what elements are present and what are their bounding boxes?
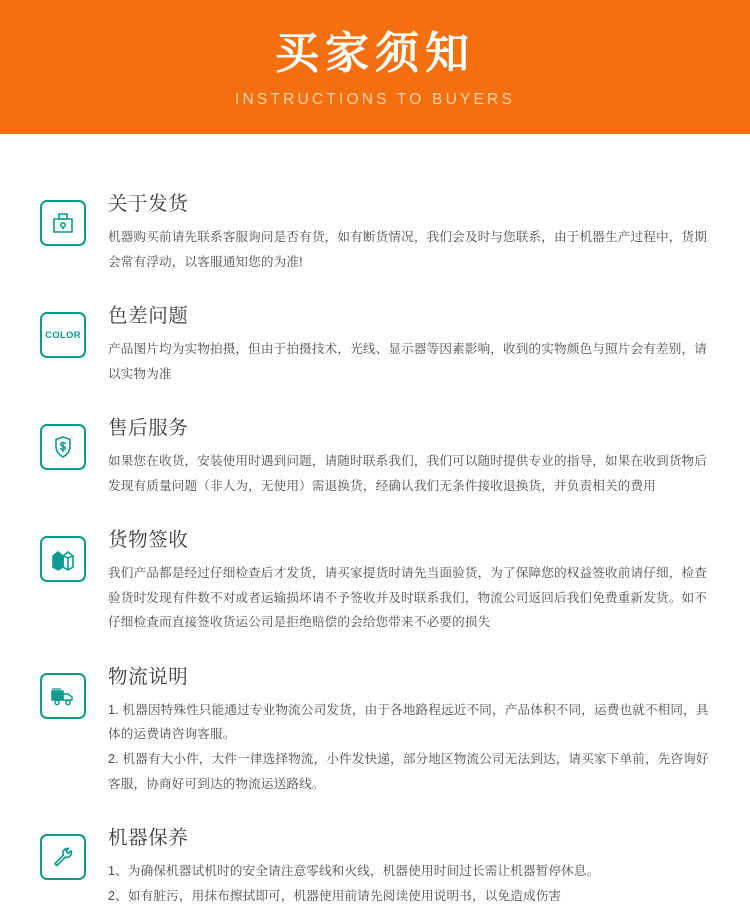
section-paragraph: 我们产品都是经过仔细检查后才发货，请买家提货时请先当面验货，为了保障您的权益签收前请仔细，检查验货时发现有件数不对或者运输损坏请不予签收并及时联系我们，物流公司返回后我们免费重新发货。如不仔细检查而直接签收货运公司是拒绝赔偿的会给您带来不必要的损失 (108, 566, 707, 630)
list-item: 2、如有脏污，用抹布擦拭即可，机器使用前请先阅读使用说明书，以免造成伤害 (108, 888, 562, 903)
section-title: 货物签收 (108, 529, 189, 552)
section-after-sales (40, 412, 710, 498)
list-item: 1. 机器因特殊性只能通过专业物流公司发货，由于各地路程远近不同，产品体积不同，运费也就不相同，具体的运费请咨询客服。 (108, 702, 709, 742)
section-color-difference (40, 300, 710, 386)
instructions-list (0, 134, 750, 908)
page-title: 买家须知 (275, 28, 475, 78)
section-title: 色差问题 (108, 305, 189, 328)
section-title: 物流说明 (108, 665, 189, 688)
section-title: 机器保养 (108, 827, 189, 850)
list-item: 2. 机器有大小件，大件一律选择物流，小件发快递，部分地区物流公司无法到达，请买家下单前，先咨询好客服，协商好可到达的物流运送路线。 (108, 752, 709, 791)
truck-logistics-icon (40, 673, 86, 719)
section-paragraph: 产品图片均为实物拍摄，但由于拍摄技术，光线、显示器等因素影响，收到的实物颜色与照片会有差别，请以实物为准 (108, 342, 707, 381)
page-banner (0, 0, 750, 134)
package-box-icon (40, 200, 86, 246)
section-title: 售后服务 (108, 417, 189, 440)
section-list (108, 859, 710, 908)
wrench-icon (40, 834, 86, 880)
dollar-shield-icon (40, 424, 86, 470)
list-item: 1、为确保机器试机时的安全请注意零线和火线，机器使用时间过长需让机器暂停休息。 (108, 864, 600, 879)
color-swatch-icon (40, 312, 86, 358)
section-maintenance (40, 822, 710, 908)
section-goods-receipt (40, 524, 710, 635)
section-shipping (40, 188, 710, 274)
section-paragraph: 如果您在收货，安装使用时遇到问题，请随时联系我们，我们可以随时提供专业的指导，如果在收到货物后发现有质量问题（非人为，无使用）需退换货，经确认我们无条件接收退换货，并负责相关的费用 (108, 454, 707, 493)
section-title: 关于发货 (108, 193, 189, 215)
section-list (108, 698, 710, 796)
page-subtitle: INSTRUCTIONS TO BUYERS (235, 91, 515, 109)
section-paragraph: 机器购买前请先联系客服询问是否有货，如有断货情况，我们会及时与您联系，由于机器生产过程中，货期会常有浮动，以客服通知您的为准! (108, 230, 707, 269)
color-swatch-label: COLOR (45, 329, 81, 341)
section-logistics (40, 661, 710, 796)
open-carton-icon (40, 536, 86, 582)
